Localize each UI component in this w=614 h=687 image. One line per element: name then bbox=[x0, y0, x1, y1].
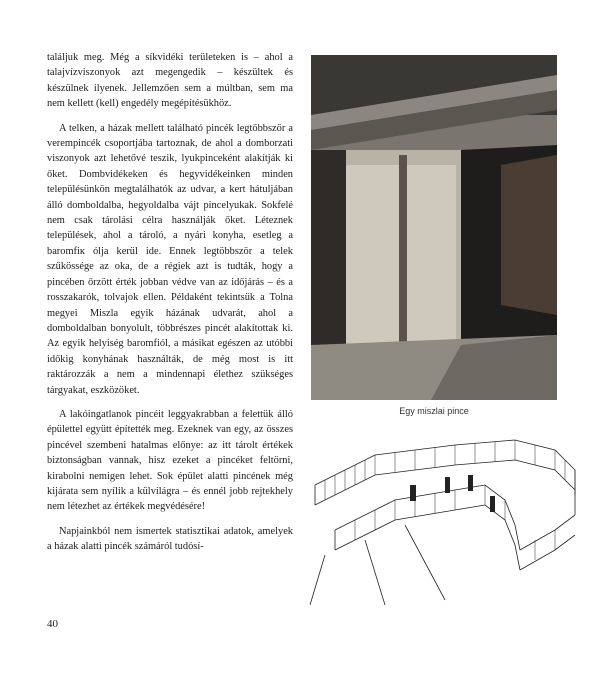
cellar-photo bbox=[311, 55, 557, 400]
paragraph-4: Napjainkból nem ismertek statisztikai adatok, amelyek a házak alatti pincék számáról tudósí- bbox=[47, 525, 293, 553]
page-number: 40 bbox=[47, 618, 58, 630]
photo-caption: Egy miszlai pince bbox=[399, 406, 469, 416]
paragraph-3: A lakóingatlanok pincéit leggyakrabban a felettük álló épülettel együtt építették meg. Ezeknek van egy, az összes pincével szembeni hatalmas előnye: az itt tárolt értékek biztonságban vannak, hisz ezeket a pincéket feltörni, kirabolni nemigen lehet. Sok épület alatti pincének még kijárata sem nyílik a külvilágra – és ennél jobb rejtekhely nem létezhet az értékek megvédésére! bbox=[47, 408, 293, 513]
paragraph-1: találjuk meg. Még a síkvidéki területeken is – ahol a talajvízviszonyok azt megengedik – készültek és készülnek ilyenek. Jellemzően sem a múltban, sem ma nem kellett (kell) engedély megépítésükhöz. bbox=[47, 52, 293, 110]
body-text-column bbox=[47, 50, 293, 564]
paragraph-2: A telken, a házak mellett található pincék legtöbbször a verempincék csoportjába tartoznak, de ahol a domborzati viszonyok azt lehetővé teszik, lyukpinceként alakítják ki őket. Dombvidékeken és hegyvidékeinken minden településünkön megtalálhatók az udvar, a kert hátuljában álló domboldalba, hegyoldalba vájt pincelyukak. Sokfelé nem csak tárolási célra használják őket. Léteznek települések, ahol a tároló, a nyári konyha, esetleg a baromfiк ólja kerül ide. Ennek legtöbbször a telek szűkössége az oka, de a régiek azt is tudták, hogy a pincében őrzött érték jobban védve van az időjárás – és a rosszakarók, tolvajok ellen. Példaként tekintsük a Tolna megyei Miszla egyik házának udvarát, ahol a domboldalban bonyolult, többrészes pincét alakítottak ki. Az egyik helyiség baromfiól, a másikat egészen az utóbbi időkig konyhának használták, de még most is itt raktározzák a nem a mindennapi élethez szükséges tárgyakat, eszközöket. bbox=[47, 122, 293, 396]
cellar-wireframe-diagram bbox=[305, 430, 593, 610]
